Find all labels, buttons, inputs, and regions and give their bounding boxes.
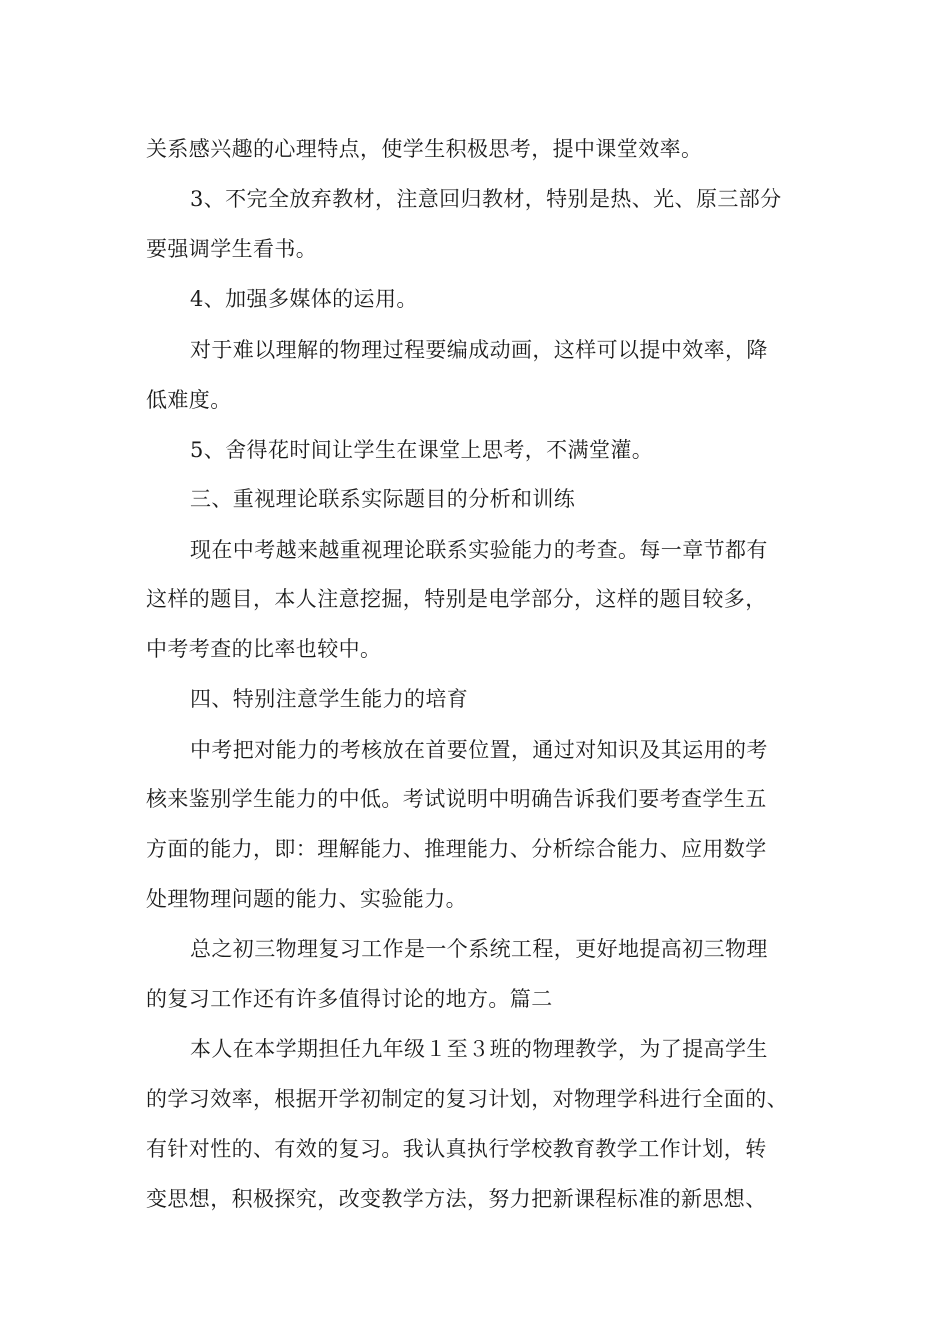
- text-line: 的复习工作还有许多值得讨论的地方。篇二: [146, 987, 553, 1011]
- text-line: 中考把对能力的考核放在首要位置，通过对知识及其运用的考: [190, 738, 768, 762]
- text-line: 方面的能力，即：理解能力、推理能力、分析综合能力、应用数学: [146, 837, 767, 861]
- text-line: 有针对性的、有效的复习。我认真执行学校教育教学工作计划，转: [146, 1137, 767, 1161]
- text-line: 这样的题目，本人注意挖掘，特别是电学部分，这样的题目较多，: [146, 587, 767, 611]
- text-line: 对于难以理解的物理过程要编成动画，这样可以提中效率，降: [190, 338, 768, 362]
- text-line: 低难度。: [146, 388, 232, 412]
- section-heading: 三、重视理论联系实际题目的分析和训练: [190, 487, 576, 511]
- text-line: 中考考查的比率也较中。: [146, 637, 382, 661]
- text-line: 关系感兴趣的心理特点，使学生积极思考，提中课堂效率。: [146, 137, 703, 161]
- section-heading: 四、特别注意学生能力的培育: [190, 687, 469, 711]
- text-line: 5、舍得花时间让学生在课堂上思考，不满堂灌。: [190, 438, 654, 462]
- text-line: 的学习效率，根据开学初制定的复习计划，对物理学科进行全面的、: [146, 1087, 788, 1111]
- text-line: 核来鉴别学生能力的中低。考试说明中明确告诉我们要考查学生五: [146, 787, 767, 811]
- text-line: 本人在本学期担任九年级１至３班的物理教学，为了提高学生: [190, 1037, 768, 1061]
- text-line: 变思想，积极探究，改变教学方法，努力把新课程标准的新思想、: [146, 1187, 767, 1211]
- text-line: 4、加强多媒体的运用。: [190, 287, 418, 311]
- text-line: 要强调学生看书。: [146, 237, 318, 261]
- text-line: 处理物理问题的能力、实验能力。: [146, 887, 467, 911]
- text-line: 现在中考越来越重视理论联系实验能力的考查。每一章节都有: [190, 538, 768, 562]
- text-line: 3、不完全放弃教材，注意回归教材，特别是热、光、原三部分: [190, 187, 782, 211]
- text-line: 总之初三物理复习工作是一个系统工程，更好地提高初三物理: [190, 937, 768, 961]
